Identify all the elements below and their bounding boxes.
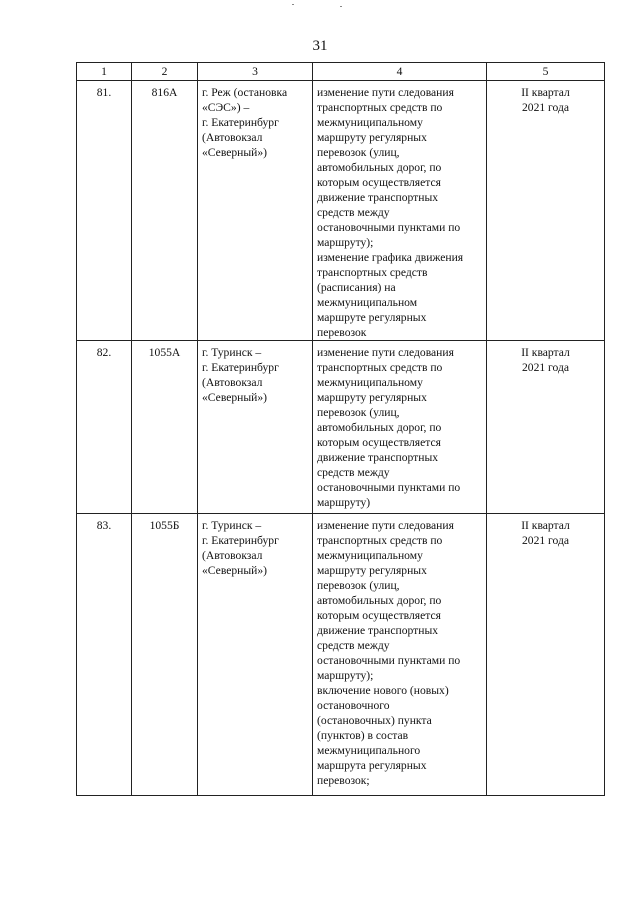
table-row bbox=[77, 341, 605, 514]
row-number: 81. bbox=[77, 81, 132, 341]
change-description: изменение пути следования транспортных средств по межмуниципальному маршруту регулярных перевозок (улиц, автомобильных дорог, по которым осуществляется движение транспортных средств между остановочными пунктами по маршруту); изменение графика движения транспортных средств (расписания) на межмуниципальном маршруте регулярных перевозок bbox=[313, 81, 487, 341]
scan-speck bbox=[340, 6, 342, 7]
route-number: 1055А bbox=[132, 341, 198, 514]
scan-speck bbox=[292, 4, 294, 5]
change-period: II квартал 2021 года bbox=[487, 81, 605, 341]
header-col-4: 4 bbox=[313, 63, 487, 81]
change-period: II квартал 2021 года bbox=[487, 341, 605, 514]
route-name: г. Туринск – г. Екатеринбург (Автовокзал «Северный») bbox=[198, 341, 313, 514]
header-col-2: 2 bbox=[132, 63, 198, 81]
change-description: изменение пути следования транспортных средств по межмуниципальному маршруту регулярных перевозок (улиц, автомобильных дорог, по которым осуществляется движение транспортных средств между остановочными пунктами по маршруту); включение нового (новых) остановочного (остановочных) пункта (пунктов) в состав межмуниципального маршрута регулярных перевозок; bbox=[313, 514, 487, 796]
table-row bbox=[77, 81, 605, 341]
change-description: изменение пути следования транспортных средств по межмуниципальному маршруту регулярных перевозок (улиц, автомобильных дорог, по которым осуществляется движение транспортных средств между остановочными пунктами по маршруту) bbox=[313, 341, 487, 514]
row-number: 83. bbox=[77, 514, 132, 796]
change-period: II квартал 2021 года bbox=[487, 514, 605, 796]
route-name: г. Реж (остановка «СЭС») – г. Екатеринбург (Автовокзал «Северный») bbox=[198, 81, 313, 341]
header-col-5: 5 bbox=[487, 63, 605, 81]
header-col-3: 3 bbox=[198, 63, 313, 81]
table-row bbox=[77, 514, 605, 796]
row-number: 82. bbox=[77, 341, 132, 514]
route-number: 1055Б bbox=[132, 514, 198, 796]
routes-table bbox=[76, 62, 605, 796]
route-name: г. Туринск – г. Екатеринбург (Автовокзал «Северный») bbox=[198, 514, 313, 796]
page-number: 31 bbox=[312, 38, 328, 54]
route-number: 816А bbox=[132, 81, 198, 341]
header-col-1: 1 bbox=[77, 63, 132, 81]
header-row bbox=[77, 63, 605, 81]
